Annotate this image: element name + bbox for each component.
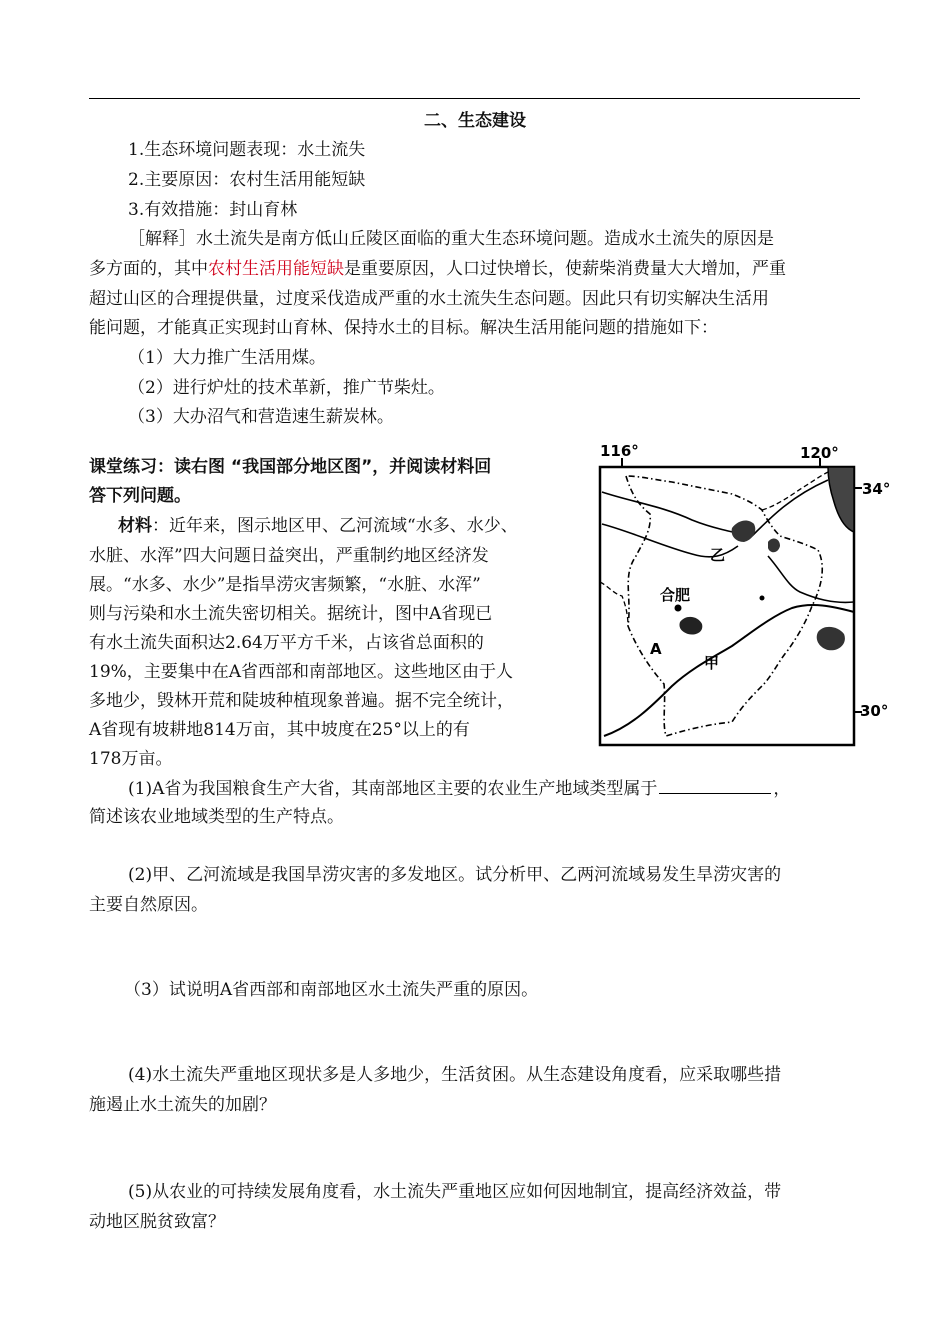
measure-1: （1）大力推广生活用煤。 xyxy=(128,348,326,368)
question-5-line-2: 动地区脱贫致富？ xyxy=(89,1212,225,1232)
material-line-2: 水脏、水浑”四大问题日益突出，严重制约地区经济发 xyxy=(89,546,489,566)
material-line-8: A省现有坡耕地814万亩，其中坡度在25°以上的有 xyxy=(89,720,470,740)
explain-line-2-a: 多方面的，其中 xyxy=(89,259,208,279)
explain-line-2-b: 是重要原因，人口过快增长，使薪柴消费量大大增加，严重 xyxy=(344,259,786,279)
material-text-1: ：近年来，图示地区甲、乙河流域“水多、水少、 xyxy=(152,516,518,536)
material-label: 材料 xyxy=(118,516,152,536)
answer-blank-1[interactable] xyxy=(659,777,771,794)
question-1-line-2: 简述该农业地域类型的生产特点。 xyxy=(89,807,344,827)
question-1-comma: ， xyxy=(773,779,791,799)
label-province-a: A xyxy=(650,640,662,658)
top-rule xyxy=(89,98,860,99)
question-2-line-1: (2)甲、乙河流域是我国旱涝灾害的多发地区。试分析甲、乙两河流域易发生旱涝灾害的 xyxy=(128,865,782,885)
label-lon-120: 120° xyxy=(800,444,839,462)
city-hefei-dot xyxy=(675,605,682,612)
exercise-heading-2: 答下列问题。 xyxy=(89,486,191,506)
material-line-3: 展。“水多、水少”是指旱涝灾害频繁，“水脏、水浑” xyxy=(89,575,481,595)
explain-line-3: 超过山区的合理提供量，过度采伐造成严重的水土流失生态问题。因此只有切实解决生活用 xyxy=(89,289,769,309)
question-4-line-2: 施遏止水土流失的加剧？ xyxy=(89,1095,276,1115)
explain-line-2 xyxy=(89,258,786,280)
material-line-1 xyxy=(118,515,518,537)
measure-2: （2）进行炉灶的技术革新，推广节柴灶。 xyxy=(128,378,445,398)
measure-3: （3）大办沼气和营造速生薪炭林。 xyxy=(128,407,394,427)
label-river-yi: 乙 xyxy=(710,546,726,564)
question-1-line-1 xyxy=(128,777,790,800)
question-2-line-2: 主要自然原因。 xyxy=(89,895,208,915)
question-5-line-1: (5)从农业的可持续发展角度看，水土流失严重地区应如何因地制宜，提高经济效益，带 xyxy=(128,1182,782,1202)
city-nanjing-dot xyxy=(760,596,765,601)
material-line-6: 19%，主要集中在A省西部和南部地区。这些地区由于人 xyxy=(89,662,514,682)
material-line-9: 178万亩。 xyxy=(89,749,173,769)
highlight-main-cause: 农村生活用能短缺 xyxy=(208,259,344,279)
section-title: 二、生态建设 xyxy=(424,111,526,131)
material-line-4: 则与污染和水土流失密切相关。据统计，图中A省现已 xyxy=(89,604,493,624)
label-hefei: 合肥 xyxy=(660,586,691,604)
question-4-line-1: (4)水土流失严重地区现状多是人多地少，生活贫困。从生态建设角度看，应采取哪些措 xyxy=(128,1065,782,1085)
explain-line-4: 能问题，才能真正实现封山育林、保持水土的目标。解决生活用能问题的措施如下： xyxy=(89,318,718,338)
regional-map xyxy=(592,436,894,752)
exercise-heading-1: 课堂练习：读右图 “我国部分地区图”，并阅读材料回 xyxy=(89,457,492,477)
explain-line-1: ［解释］水土流失是南方低山丘陵区面临的重大生态环境问题。造成水土流失的原因是 xyxy=(128,229,774,249)
point-1: 1.生态环境问题表现：水土流失 xyxy=(128,140,366,160)
material-line-7: 多地少，毁林开荒和陡坡种植现象普遍。据不完全统计， xyxy=(89,691,514,711)
question-3: （3）试说明A省西部和南部地区水土流失严重的原因。 xyxy=(124,980,539,1000)
label-river-jia: 甲 xyxy=(704,654,720,672)
label-lat-30: 30° xyxy=(860,702,889,720)
label-lat-34: 34° xyxy=(862,480,891,498)
question-1-text: (1)A省为我国粮食生产大省，其南部地区主要的农业生产地域类型属于 xyxy=(128,779,658,799)
point-3: 3.有效措施：封山育林 xyxy=(128,200,298,220)
label-lon-116: 116° xyxy=(600,442,639,460)
point-2: 2.主要原因：农村生活用能短缺 xyxy=(128,170,366,190)
material-line-5: 有水土流失面积达2.64万平方千米，占该省总面积的 xyxy=(89,633,484,653)
